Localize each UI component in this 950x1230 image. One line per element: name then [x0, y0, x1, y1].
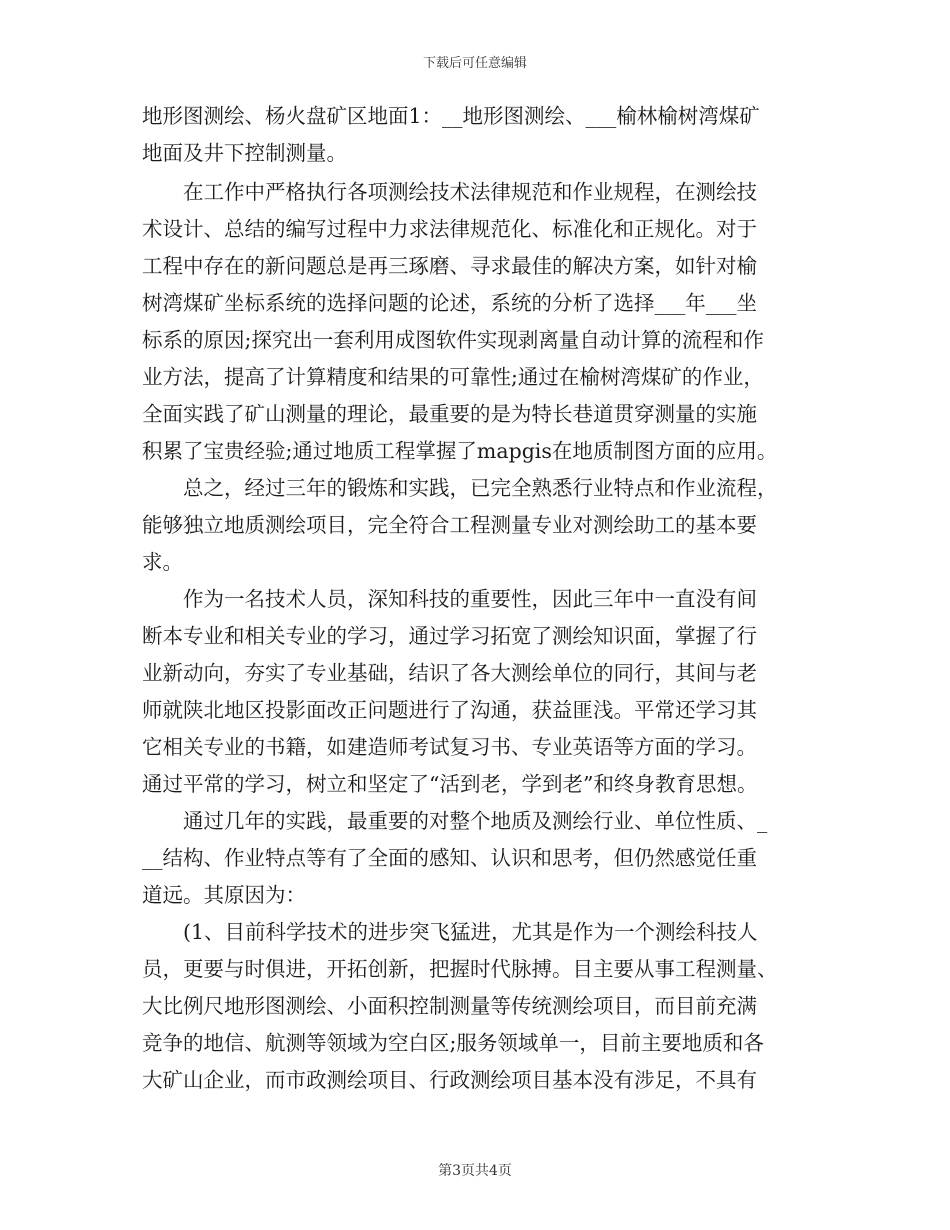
text-line: 积累了宝贵经验;通过地质工程掌握了mapgis在地质制图方面的应用。 [142, 439, 778, 463]
text-line: 地形图测绘、杨火盘矿区地面1：__地形图测绘、___榆林榆树湾煤矿 [142, 104, 760, 128]
text-line: (1、目前科学技术的进步突飞猛进，尤其是作为一个测绘科技人 [183, 920, 758, 944]
text-line: 大矿山企业，而市政测绘项目、行政测绘项目基本没有涉足，不具有 [142, 1068, 757, 1092]
text-line: 断本专业和相关专业的学习，通过学习拓宽了测绘知识面，掌握了行 [142, 624, 757, 648]
text-line: 工程中存在的新问题总是再三琢磨、寻求最佳的解决方案，如针对榆 [142, 254, 757, 278]
text-line: 大比例尺地形图测绘、小面积控制测量等传统测绘项目，而目前充满 [142, 994, 757, 1018]
text-line: 师就陕北地区投影面改正问题进行了沟通，获益匪浅。平常还学习其 [142, 698, 757, 722]
text-line: 树湾煤矿坐标系统的选择问题的论述，系统的分析了选择___年___坐 [142, 291, 757, 315]
document-body [142, 98, 807, 1099]
text-line: 能够独立地质测绘项目，完全符合工程测量专业对测绘助工的基本要 [142, 513, 757, 537]
text-line: 求。 [142, 550, 183, 574]
text-line: 员，更要与时俱进，开拓创新，把握时代脉搏。目主要从事工程测量、 [142, 957, 778, 981]
text-line: 业方法，提高了计算精度和结果的可靠性;通过在榆树湾煤矿的作业， [142, 365, 764, 389]
text-line: 它相关专业的书籍，如建造师考试复习书、专业英语等方面的学习。 [142, 735, 757, 759]
text-line: 作为一名技术人员，深知科技的重要性，因此三年中一直没有间 [183, 587, 757, 611]
page-header: 下载后可任意编辑 [422, 56, 527, 71]
text-line: 通过平常的学习，树立和坚定了“活到老，学到老”和终身教育思想。 [142, 772, 758, 796]
text-line: 在工作中严格执行各项测绘技术法律规范和作业规程，在测绘技 [183, 180, 757, 204]
text-line: 标系的原因;探究出一套利用成图软件实现剥离量自动计算的流程和作 [142, 328, 764, 352]
text-line: 总之，经过三年的锻炼和实践，已完全熟悉行业特点和作业流程， [183, 476, 778, 500]
text-line: __结构、作业特点等有了全面的感知、认识和思考，但仍然感觉任重 [142, 846, 757, 870]
text-line: 全面实践了矿山测量的理论，最重要的是为特长巷道贯穿测量的实施 [142, 402, 757, 426]
text-line: 通过几年的实践，最重要的对整个地质及测绘行业、单位性质、_ [183, 809, 768, 833]
text-line: 竞争的地信、航测等领域为空白区;服务领域单一，目前主要地质和各 [142, 1031, 764, 1055]
text-line: 业新动向，夯实了专业基础，结识了各大测绘单位的同行，其间与老 [142, 661, 757, 685]
text-line: 地面及井下控制测量。 [142, 141, 347, 165]
text-line: 术设计、总结的编写过程中力求法律规范化、标准化和正规化。对于 [142, 217, 757, 241]
page-footer: 第3页共4页 [438, 1163, 512, 1179]
text-line: 道远。其原因为： [142, 883, 306, 907]
